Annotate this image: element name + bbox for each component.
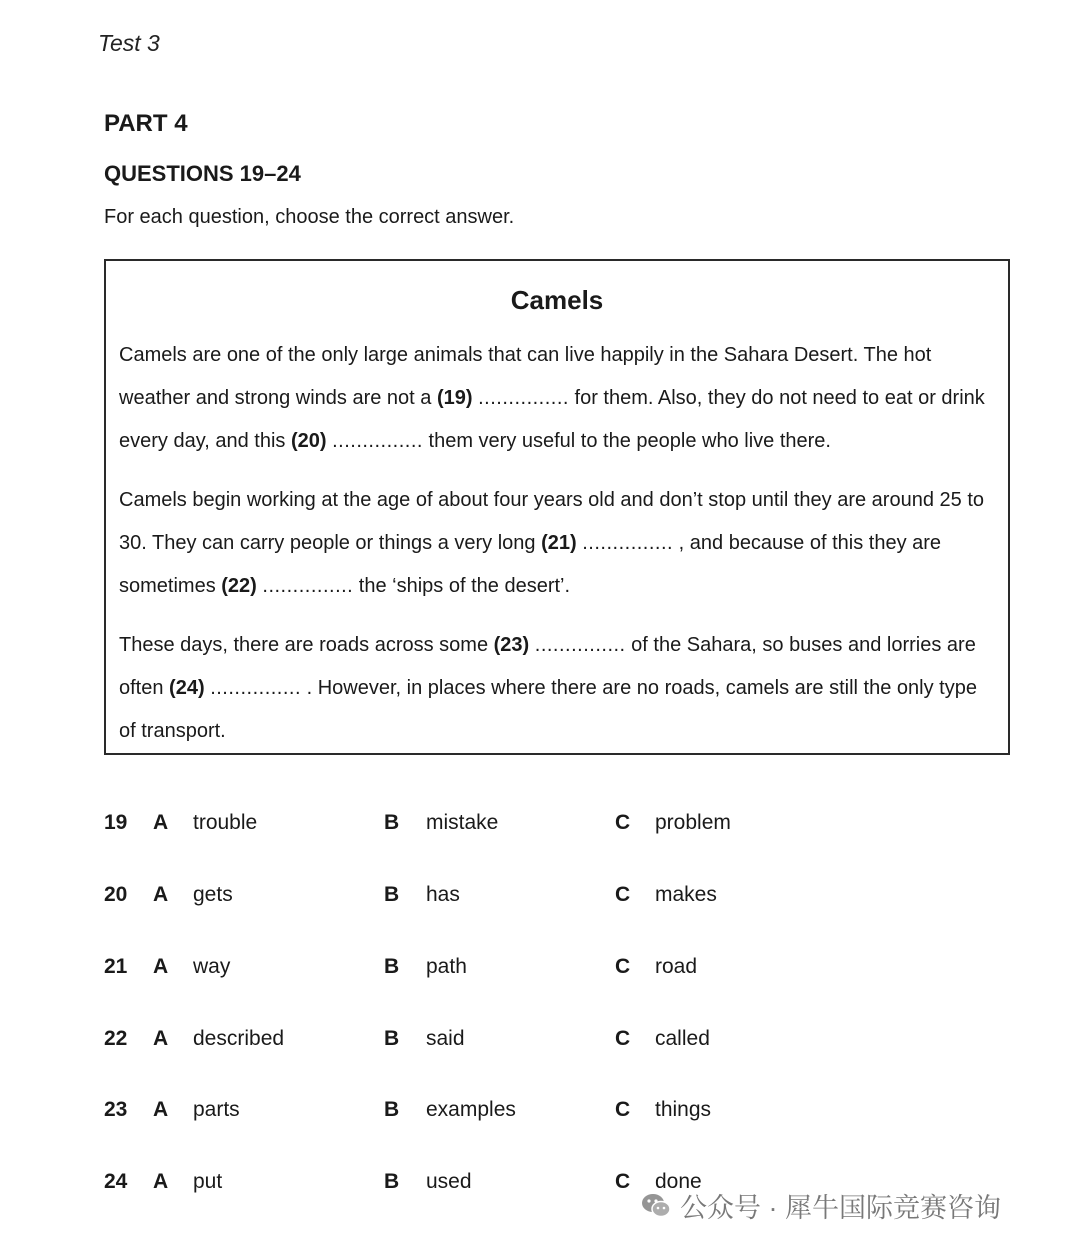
gap-19-dots: ............... — [478, 387, 569, 409]
question-number: 22 — [104, 1027, 128, 1050]
option-a[interactable]: described — [193, 1027, 285, 1050]
option-b[interactable]: mistake — [426, 811, 499, 834]
gap-22-dots: ............... — [262, 575, 354, 597]
option-letter-a: A — [153, 883, 169, 906]
gap-21-marker: (21) — [541, 532, 577, 554]
option-letter-a: A — [153, 955, 169, 978]
gap-24-dots: ............... — [210, 677, 302, 699]
option-c[interactable]: called — [655, 1027, 710, 1050]
test-label: Test 3 — [98, 30, 160, 56]
option-c[interactable]: done — [655, 1170, 702, 1193]
gap-24-marker: (24) — [169, 677, 205, 699]
option-b[interactable]: path — [426, 955, 467, 978]
question-number: 19 — [104, 811, 128, 834]
question-row-22 — [104, 1027, 804, 1057]
option-letter-c: C — [615, 811, 631, 834]
gap-20-marker: (20) — [290, 430, 327, 452]
option-c[interactable]: problem — [655, 811, 731, 834]
questions-title: QUESTIONS 19–24 — [104, 161, 301, 186]
option-letter-c: C — [615, 1170, 631, 1193]
option-a[interactable]: put — [193, 1170, 223, 1193]
gap-20-dots: ............... — [332, 430, 423, 452]
option-letter-b: B — [384, 883, 400, 906]
passage-paragraph-1: Camels are one of the only large animals that can live happily in the Sahara Desert. The hot weather and strong winds are not a (19) ............... for them. Also, they do not need to eat or drink every day, and this (20) ............... them very useful to the people who live there. — [119, 344, 985, 452]
option-letter-b: B — [384, 1170, 400, 1193]
option-a[interactable]: way — [193, 955, 231, 978]
option-letter-c: C — [615, 955, 631, 978]
question-number: 23 — [104, 1098, 128, 1121]
option-letter-c: C — [615, 883, 631, 906]
wechat-icon — [640, 1190, 672, 1222]
option-letter-a: A — [153, 1027, 169, 1050]
option-letter-a: A — [153, 811, 169, 834]
option-c[interactable]: things — [655, 1098, 712, 1121]
question-row-23 — [104, 1098, 804, 1128]
option-a[interactable]: parts — [193, 1098, 240, 1121]
question-row-21 — [104, 955, 804, 985]
option-letter-b: B — [384, 1098, 400, 1121]
option-letter-a: A — [153, 1170, 169, 1193]
gap-19-marker: (19) — [436, 387, 473, 409]
option-a[interactable]: gets — [193, 883, 233, 906]
passage-title: Camels — [510, 285, 604, 315]
question-row-19 — [104, 811, 804, 841]
option-letter-a: A — [153, 1098, 169, 1121]
option-letter-c: C — [615, 1027, 631, 1050]
option-b[interactable]: has — [426, 883, 460, 906]
part-title: PART 4 — [104, 110, 188, 137]
option-c[interactable]: road — [655, 955, 698, 978]
option-b[interactable]: said — [426, 1027, 465, 1050]
gap-23-marker: (23) — [493, 634, 530, 656]
gap-22-marker: (22) — [221, 575, 257, 597]
option-a[interactable]: trouble — [193, 811, 258, 834]
watermark-text: 公众号 · 犀牛国际竞赛咨询 — [680, 1193, 1001, 1223]
question-number: 21 — [104, 955, 128, 978]
question-number: 20 — [104, 883, 128, 906]
question-row-20 — [104, 883, 804, 913]
gap-23-dots: ............... — [534, 634, 626, 656]
option-letter-c: C — [615, 1098, 631, 1121]
passage-paragraph-2: Camels begin working at the age of about four years old and don’t stop until they are around 25 to 30. They can carry people or things a very long (21) ............... , and because of this they are sometimes (22) ............... the ‘ships of the desert’. — [119, 489, 984, 597]
option-c[interactable]: makes — [655, 883, 717, 906]
option-b[interactable]: examples — [426, 1098, 516, 1121]
question-number: 24 — [104, 1170, 128, 1193]
passage-paragraph-3: These days, there are roads across some (23) ............... of the Sahara, so buses and lorries are often (24) ............... . However, in places where there are no roads, camels are still the only type of transport. — [119, 634, 977, 742]
passage-box — [104, 259, 1010, 755]
option-b[interactable]: used — [426, 1170, 472, 1193]
option-letter-b: B — [384, 955, 400, 978]
gap-21-dots: ............... — [582, 532, 674, 554]
option-letter-b: B — [384, 811, 400, 834]
watermark — [640, 1186, 1001, 1225]
option-letter-b: B — [384, 1027, 400, 1050]
instruction-text: For each question, choose the correct answer. — [104, 206, 515, 228]
